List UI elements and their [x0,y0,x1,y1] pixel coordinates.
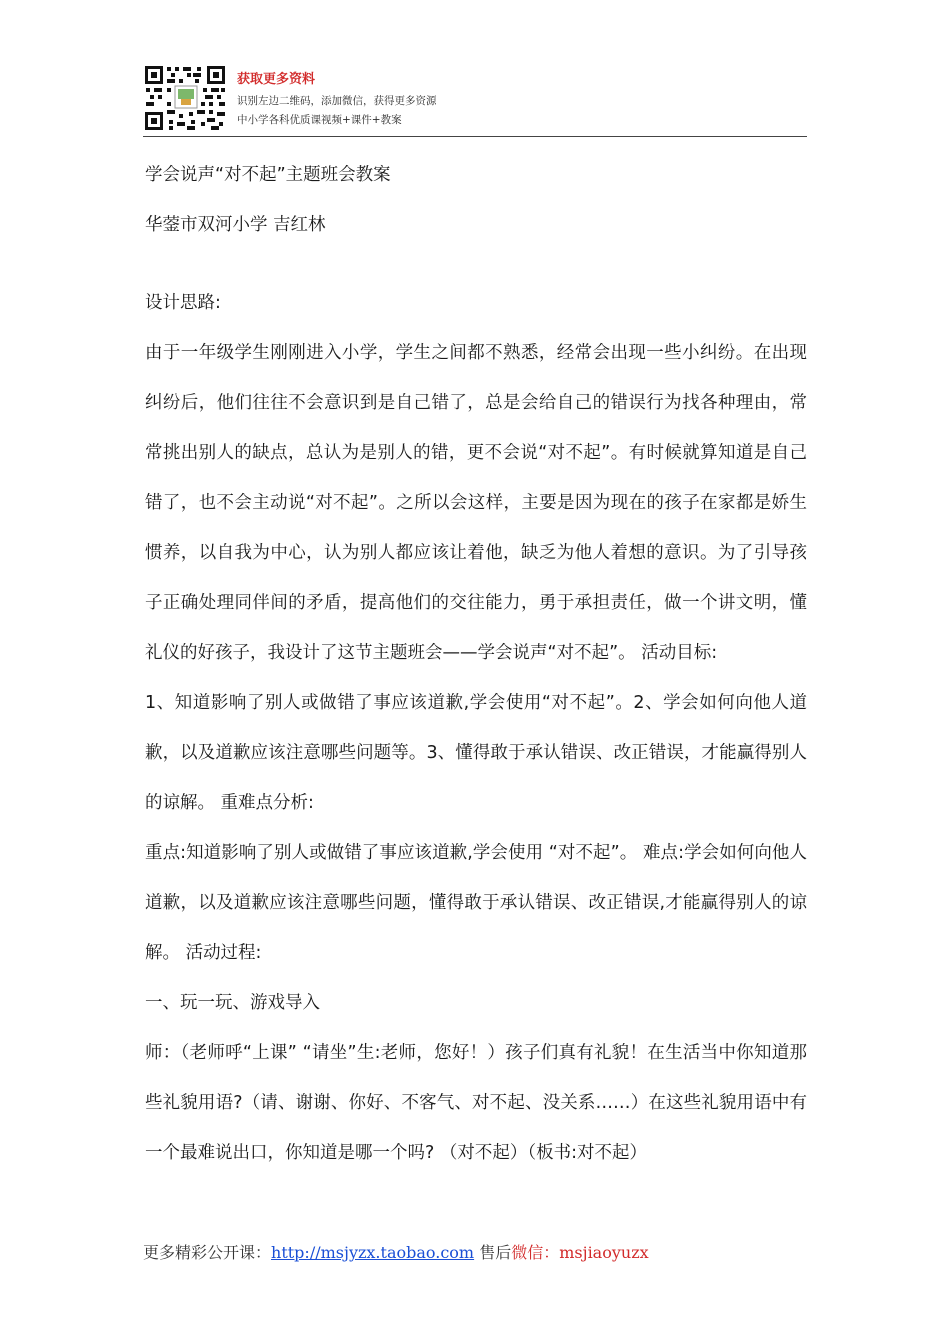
page-footer [143,1240,649,1263]
document-author: 华蓥市双河小学 吉红林 [145,215,326,235]
header-divider [143,136,807,137]
spacer [145,250,807,278]
paragraph-teacher-dialogue: 师：（老师呼“上课” “请坐”生:老师，您好！）孩子们真有礼貌！在生活当中你知道那些礼貌用语?（请、谢谢、你好、不客气、对不起、没关系……）在这些礼貌用语中有一个最难说出口，你知道是哪一个吗? （对不起）（板书:对不起） [145,1043,807,1163]
footer-store-link[interactable]: http://msjyzx.taobao.com [271,1243,475,1262]
footer-wechat-label: 微信： [511,1243,560,1262]
paragraph-design-thinking: 由于一年级学生刚刚进入小学，学生之间都不熟悉，经常会出现一些小纠纷。在出现纠纷后，他们往往不会意识到是自己错了，总是会给自己的错误行为找各种理由，常常挑出别人的缺点，总认为是别人的错，更不会说“对不起”。有时候就算知道是自己错了，也不会主动说“对不起”。之所以会这样，主要是因为现在的孩子在家都是娇生惯养，以自我为中心，认为别人都应该让着他，缺乏为他人着想的意识。为了引导孩子正确处理同伴间的矛盾，提高他们的交往能力，勇于承担责任，做一个讲文明，懂礼仪的好孩子，我设计了这节主题班会——学会说声“对不起”。 活动目标: [145,343,807,663]
document-body [145,150,807,1178]
footer-after-sale: 售后 [474,1243,512,1262]
promo-header [143,62,807,136]
footer-wechat-id: msjiaoyuzx [559,1243,649,1262]
paragraph-objectives: 1、知道影响了别人或做错了事应该道歉,学会使用“对不起”。2、学会如何向他人道歉，以及道歉应该注意哪些问题等。3、懂得敢于承认错误、改正错误，才能赢得别人的谅解。 重难点分析: [145,693,807,813]
paragraph-section-one: 一、玩一玩、游戏导入 [145,993,320,1013]
promo-title: 获取更多资料 [237,72,316,87]
promo-instruction: 识别左边二维码，添加微信，获得更多资源 [237,95,437,107]
paragraph-design-heading: 设计思路: [145,293,221,313]
paragraph-key-points: 重点:知道影响了别人或做错了事应该道歉,学会使用 “对不起”。 难点:学会如何向他人道歉，以及道歉应该注意哪些问题，懂得敢于承认错误、改正错误,才能赢得别人的谅解。 活动过程: [145,843,807,963]
promo-description: 中小学各科优质课视频+课件+教案 [237,114,402,126]
qr-code-icon [143,64,227,132]
footer-prefix: 更多精彩公开课： [143,1243,272,1262]
document-title: 学会说声“对不起”主题班会教案 [145,165,391,185]
